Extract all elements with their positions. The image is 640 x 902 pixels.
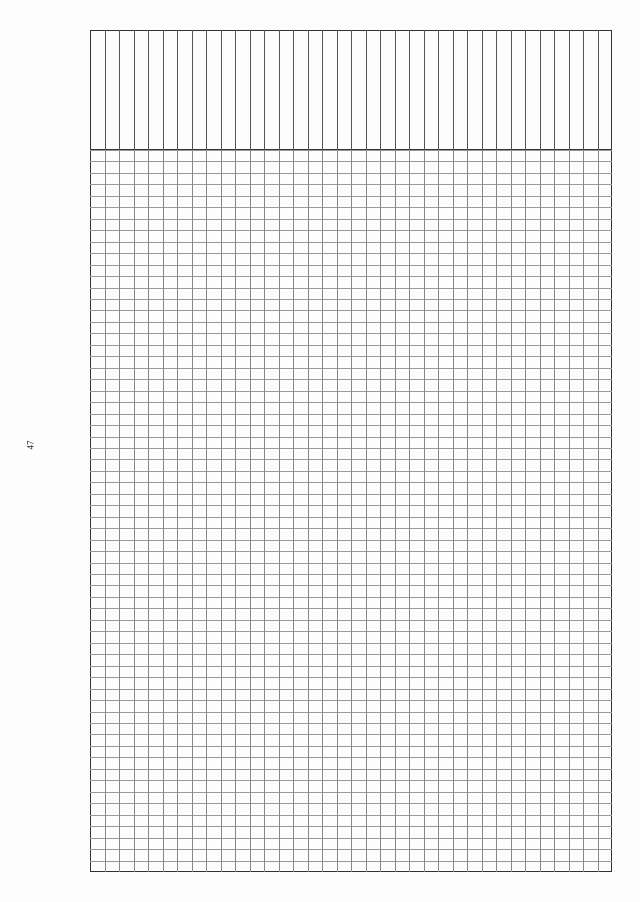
column-divider bbox=[264, 150, 265, 872]
header-divider bbox=[119, 30, 120, 150]
header-divider bbox=[424, 30, 425, 150]
column-divider bbox=[525, 150, 526, 872]
column-divider bbox=[351, 150, 352, 872]
header-divider bbox=[322, 30, 323, 150]
column-divider bbox=[395, 150, 396, 872]
column-divider bbox=[540, 150, 541, 872]
header-divider bbox=[395, 30, 396, 150]
column-divider bbox=[148, 150, 149, 872]
header-divider bbox=[540, 30, 541, 150]
header-divider bbox=[105, 30, 106, 150]
column-divider bbox=[366, 150, 367, 872]
header-divider bbox=[554, 30, 555, 150]
column-divider bbox=[467, 150, 468, 872]
column-divider bbox=[438, 150, 439, 872]
column-divider bbox=[192, 150, 193, 872]
column-divider bbox=[583, 150, 584, 872]
header-divider bbox=[264, 30, 265, 150]
column-divider bbox=[337, 150, 338, 872]
column-divider bbox=[453, 150, 454, 872]
column-divider bbox=[308, 150, 309, 872]
header-divider bbox=[598, 30, 599, 150]
column-divider bbox=[119, 150, 120, 872]
column-divider bbox=[134, 150, 135, 872]
column-divider bbox=[322, 150, 323, 872]
header-divider bbox=[192, 30, 193, 150]
page-number: 47 bbox=[25, 440, 36, 450]
header-divider bbox=[148, 30, 149, 150]
header-divider bbox=[496, 30, 497, 150]
header-divider bbox=[511, 30, 512, 150]
column-divider bbox=[279, 150, 280, 872]
column-divider bbox=[482, 150, 483, 872]
column-divider bbox=[511, 150, 512, 872]
header-divider bbox=[293, 30, 294, 150]
column-divider bbox=[206, 150, 207, 872]
header-divider bbox=[221, 30, 222, 150]
column-divider bbox=[424, 150, 425, 872]
header-divider bbox=[308, 30, 309, 150]
header-divider bbox=[337, 30, 338, 150]
header-divider bbox=[351, 30, 352, 150]
header-divider bbox=[279, 30, 280, 150]
column-divider bbox=[598, 150, 599, 872]
column-divider bbox=[221, 150, 222, 872]
column-divider bbox=[496, 150, 497, 872]
header-divider bbox=[380, 30, 381, 150]
header-divider bbox=[366, 30, 367, 150]
column-divider bbox=[409, 150, 410, 872]
header-divider bbox=[482, 30, 483, 150]
header-divider bbox=[583, 30, 584, 150]
column-divider bbox=[177, 150, 178, 872]
header-divider bbox=[569, 30, 570, 150]
column-divider bbox=[235, 150, 236, 872]
column-divider bbox=[569, 150, 570, 872]
header-divider bbox=[177, 30, 178, 150]
header-divider bbox=[134, 30, 135, 150]
header-divider bbox=[163, 30, 164, 150]
header-divider bbox=[206, 30, 207, 150]
column-divider bbox=[554, 150, 555, 872]
header-divider bbox=[409, 30, 410, 150]
column-divider bbox=[163, 150, 164, 872]
column-divider bbox=[380, 150, 381, 872]
header-divider bbox=[453, 30, 454, 150]
column-divider bbox=[293, 150, 294, 872]
header-divider bbox=[525, 30, 526, 150]
header-divider bbox=[438, 30, 439, 150]
header-divider bbox=[235, 30, 236, 150]
column-divider bbox=[250, 150, 251, 872]
header-divider bbox=[250, 30, 251, 150]
header-divider bbox=[467, 30, 468, 150]
column-divider bbox=[105, 150, 106, 872]
